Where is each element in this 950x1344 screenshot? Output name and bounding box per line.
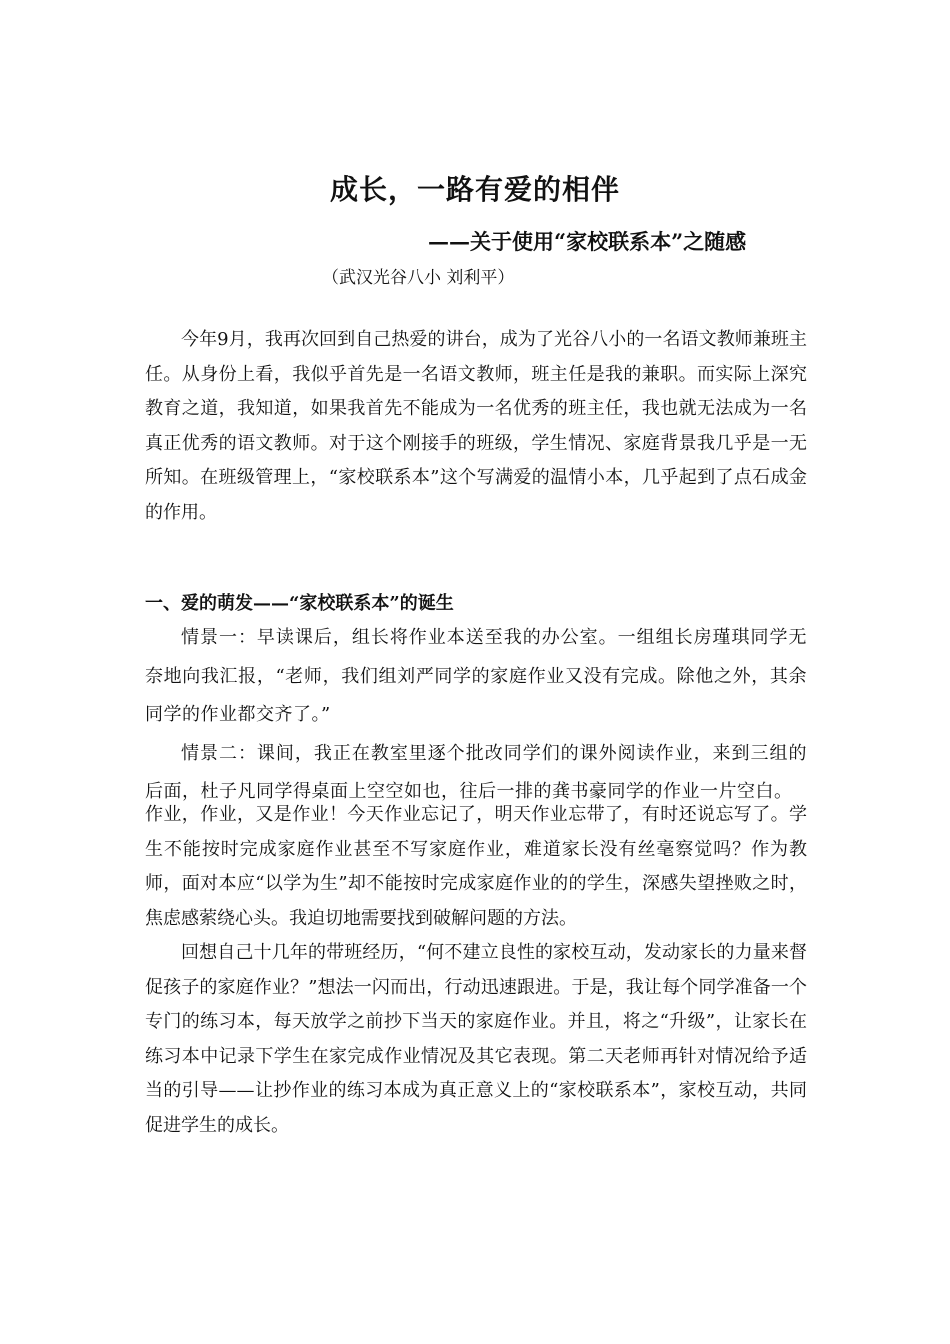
scene-section bbox=[145, 619, 807, 812]
scene-one-paragraph: 情景一：早读课后，组长将作业本送至我的办公室。一组组长房瑾琪同学无奈地向我汇报，“老师，我们组刘严同学的家庭作业又没有完成。除他之外，其余同学的作业都交齐了。” bbox=[145, 627, 807, 725]
reflection-section bbox=[145, 798, 807, 1143]
document-title: 成长，一路有爱的相伴 bbox=[329, 173, 620, 206]
recall-paragraph: 回想自己十几年的带班经历，“何不建立良性的家校互动，发动家长的力量来督促孩子的家庭作业？”想法一闪而出，行动迅速跟进。于是，我让每个同学准备一个专门的练习本，每天放学之前抄下当天的家庭作业。并且，将之“升级”，让家长在练习本中记录下学生在家完成作业情况及其它表现。第二天老师再针对情况给予适当的引导——让抄作业的练习本成为真正意义上的“家校联系本”，家校互动，共同促进学生的成长。 bbox=[145, 942, 807, 1136]
intro-section bbox=[145, 323, 807, 530]
document-subtitle: ——关于使用“家校联系本”之随感 bbox=[428, 229, 747, 254]
scene-two-paragraph: 情景二：课间，我正在教室里逐个批改同学们的课外阅读作业，来到三组的后面，杜子凡同学得桌面上空空如也，往后一排的龚书豪同学的作业一片空白。 bbox=[145, 742, 807, 802]
intro-paragraph: 今年9月，我再次回到自己热爱的讲台，成为了光谷八小的一名语文教师兼班主任。从身份上看，我似乎首先是一名语文教师，班主任是我的兼职。而实际上深究教育之道，我知道，如果我首先不能成为一名优秀的班主任，我也就无法成为一名真正优秀的语文教师。对于这个刚接手的班级，学生情况、家庭背景我几乎是一无所知。在班级管理上，“家校联系本”这个写满爱的温情小本，几乎起到了点石成金的作用。 bbox=[145, 329, 807, 523]
author-line: （武汉光谷八小 刘利平） bbox=[322, 268, 515, 288]
scene-two-continued-paragraph: 作业，作业，又是作业！今天作业忘记了，明天作业忘带了，有时还说忘写了。学生不能按时完成家庭作业甚至不写家庭作业，难道家长没有丝毫察觉吗？作为教师，面对本应“以学为生”却不能按时完成家庭作业的的学生，深感失望挫败之时，焦虑感萦绕心头。我迫切地需要找到破解问题的方法。 bbox=[145, 804, 807, 929]
section-heading-1: 一、爱的萌发——“家校联系本”的诞生 bbox=[145, 593, 454, 614]
